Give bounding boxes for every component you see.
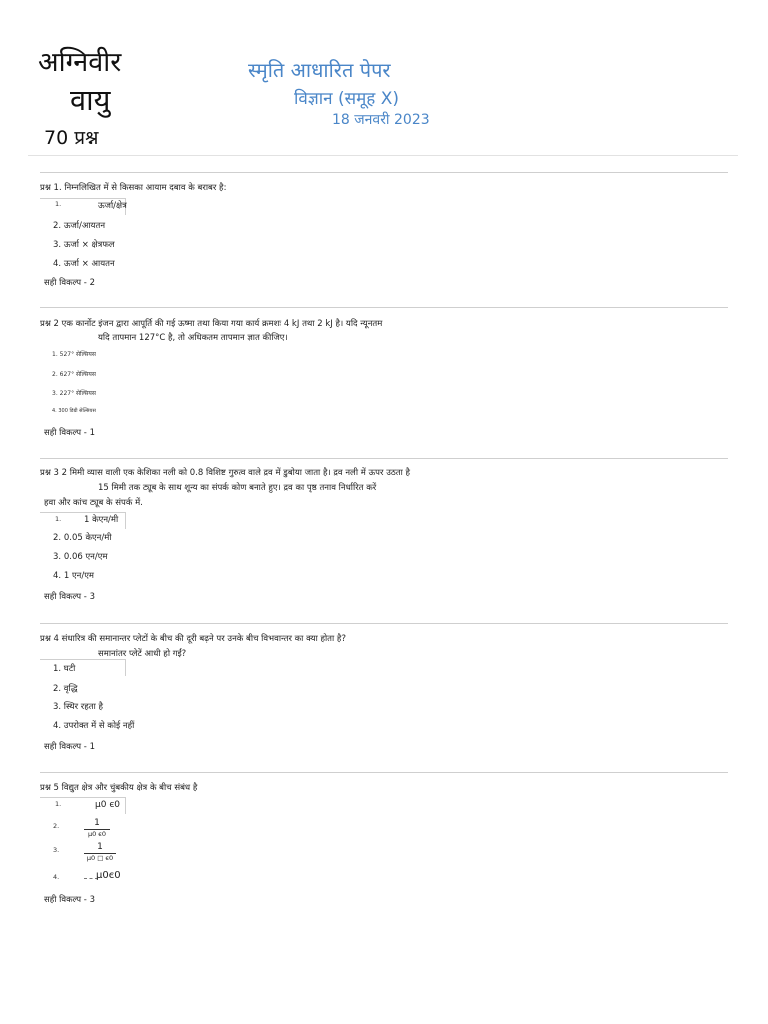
q4-answer: सही विकल्प - 1 [44,742,95,752]
q1-text: प्रश्न 1. निम्नलिखित में से किसका आयाम दबाव के बराबर है: [40,183,227,193]
q3-option3: 3. 0.06 एन/एम [53,552,108,562]
subject-label: विज्ञान (समूह X) [294,89,399,109]
q1-option4: 4. ऊर्जा × आयतन [53,259,115,269]
q2-option3: 3. 227° सेल्सियस [52,390,96,397]
q5-option2-numerator: 1 [94,818,100,828]
q5-option2-num: 2. [53,822,60,830]
q5-text: प्रश्न 5 विद्युत क्षेत्र और चुंबकीय क्षेत्र के बीच संबंध है [40,783,198,793]
q1-answer: सही विकल्प - 2 [44,278,95,288]
q5-option2-fraction [84,818,110,839]
q5-option4-text: μ0є0 [96,870,121,881]
header-title-line2: वायु [70,83,111,117]
q3-option1-text: 1 केएन/मी [84,515,119,525]
q3-option1-num: 1. [55,515,62,523]
q3-answer: सही विकल्प - 3 [44,592,95,602]
q4-text-line2: समानांतर प्लेटें आधी हो गईं? [98,649,187,659]
q3-option4: 4. 1 एन/एम [53,571,95,581]
q3-text-line3: हवा और कांच ट्यूब के संपर्क में. [44,498,143,508]
question-count: 70 प्रश्न [44,127,99,149]
header-divider [28,155,738,156]
q5-option3-num: 3. [53,846,60,854]
q3-option2: 2. 0.05 केएन/मी [53,533,112,543]
q5-option1-text: μ0 є0 [95,800,120,810]
q5-divider [40,772,728,773]
q5-option3-numerator: 1 [97,842,103,852]
q4-option1: 1. घटी [53,664,76,674]
q4-option3: 3. स्थिर रहता है [53,702,104,712]
q5-option3-denominator: μ0 □ є0 [86,854,114,862]
q2-text-line2: यदि तापमान 127°C है, तो अधिकतम तापमान ज्ञात कीजिए। [98,333,288,343]
q4-option2: 2. वृद्धि [53,684,78,694]
q4-divider [40,623,728,624]
q3-text-line2: 15 मिमी तक ट्यूब के साथ शून्य का संपर्क कोण बनाते हुए। द्रव का पृष्ठ तनाव निर्धारित करें [98,483,377,493]
q5-option4-num: 4. [53,873,60,881]
q1-divider [40,172,728,173]
q2-option1: 1. 527° सेल्सियस [52,351,96,358]
q2-divider [40,307,728,308]
q1-option3: 3. ऊर्जा × क्षेत्रफल [53,240,115,250]
q2-text-line1: प्रश्न 2 एक कार्नोट इंजन द्वारा आपूर्ति की गई ऊष्मा तथा किया गया कार्य क्रमशः 4 kJ तथा 2 kJ है। यदि न्यूनतम [40,319,383,329]
q5-option1-num: 1. [55,800,62,808]
q5-answer: सही विकल्प - 3 [44,895,95,905]
q2-answer: सही विकल्प - 1 [44,428,95,438]
header-title-line1: अग्निवीर [38,47,122,78]
q1-option1-num: 1. [55,200,62,208]
q4-option4: 4. उपरोक्त में से कोई नहीं [53,721,135,731]
paper-subtitle: स्मृति आधारित पेपर [248,58,391,82]
q3-divider [40,458,728,459]
q5-option2-denominator: μ0 є0 [87,830,107,838]
q2-option2: 2. 627° सेल्सियस [52,371,96,378]
q3-text-line1: प्रश्न 3 2 मिमी व्यास वाली एक केशिका नली को 0.8 विशिष्ट गुरुत्व वाले द्रव में डुबोया जाता है। द्रव नली में ऊपर उठता है [40,468,411,478]
q1-option2: 2. ऊर्जा/आयतन [53,221,106,231]
q4-text-line1: प्रश्न 4 संधारित्र की समानान्तर प्लेटों के बीच की दूरी बढ़ने पर उनके बीच विभवान्तर का क्या होता है? [40,634,346,644]
q1-option1-text: ऊर्जा/क्षेत्र [98,201,127,211]
q2-option4: 4. 300 डिग्री सेल्सियस [52,408,96,414]
q5-option3-fraction [84,842,116,863]
exam-date: 18 जनवरी 2023 [332,112,430,128]
